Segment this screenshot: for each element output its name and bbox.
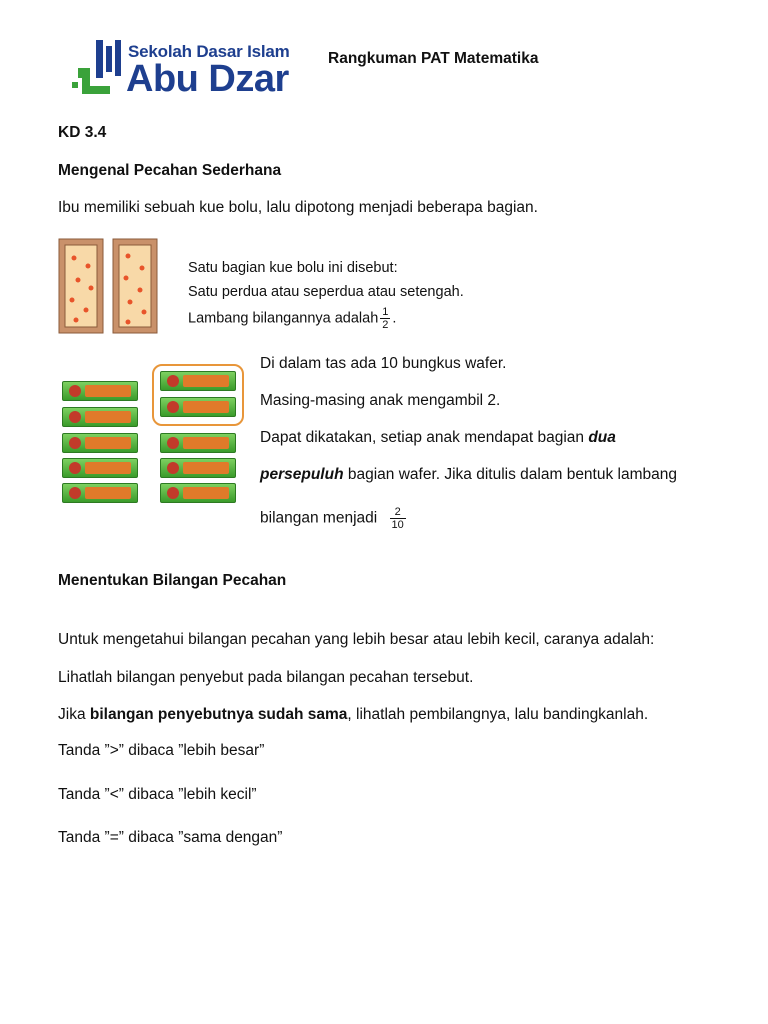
wafer-line-5: bilangan menjadi $\frac{2}{10}$ <box>260 506 404 531</box>
wafer-pack <box>62 483 138 503</box>
paragraph-2: Lihatlah bilangan penyebut pada bilangan pecahan tersebut. <box>58 669 474 686</box>
cake-line-3: Lambang bilangannya adalah $\frac{1}{2}$ . <box>188 306 397 331</box>
sign-greater: Tanda ”>” dibaca ”lebih besar” <box>58 742 265 759</box>
school-name: Abu Dzar <box>126 58 289 100</box>
wafer-pack <box>62 433 138 453</box>
cake-fraction: $\frac{1}{2}$ <box>382 306 389 331</box>
kd-label: KD 3.4 <box>58 124 107 141</box>
wafer-fraction: $\frac{2}{10}$ <box>391 506 404 531</box>
wafer-line-3: Dapat dikatakan, setiap anak mendapat bagian dua <box>260 429 616 446</box>
school-logo-icon <box>70 38 124 100</box>
wafer-pack <box>160 433 236 453</box>
wafer-pack <box>62 381 138 401</box>
wafer-pack <box>160 483 236 503</box>
wafer-pack <box>62 407 138 427</box>
paragraph-1: Untuk mengetahui bilangan pecahan yang lebih besar atau lebih kecil, caranya adalah: <box>58 631 655 648</box>
sign-equal: Tanda ”=” dibaca ”sama dengan” <box>58 829 283 846</box>
intro-paragraph: Ibu memiliki sebuah kue bolu, lalu dipotong menjadi beberapa bagian. <box>58 199 538 216</box>
section-heading: Mengenal Pecahan Sederhana <box>58 162 282 179</box>
sign-less: Tanda ”<” dibaca ”lebih kecil” <box>58 786 257 803</box>
wafer-line-1: Di dalam tas ada 10 bungkus wafer. <box>260 355 507 372</box>
cake-image <box>58 238 158 334</box>
wafer-line-2: Masing-masing anak mengambil 2. <box>260 392 501 409</box>
cake-line-2: Satu perdua atau seperdua atau setengah. <box>188 284 464 300</box>
paragraph-3: Jika bilangan penyebutnya sudah sama, lihatlah pembilangnya, lalu bandingkanlah. <box>58 706 649 723</box>
wafer-line-4: persepuluh bagian wafer. Jika ditulis dalam bentuk lambang <box>260 466 677 483</box>
wafer-pack <box>160 458 236 478</box>
section-heading-2: Menentukan Bilangan Pecahan <box>58 572 287 589</box>
wafer-pack <box>62 458 138 478</box>
document-title: Rangkuman PAT Matematika <box>328 50 539 67</box>
wafer-selection-highlight <box>152 364 244 426</box>
cake-line-1: Satu bagian kue bolu ini disebut: <box>188 260 398 276</box>
school-name-subtitle: Sekolah Dasar Islam <box>128 42 290 61</box>
